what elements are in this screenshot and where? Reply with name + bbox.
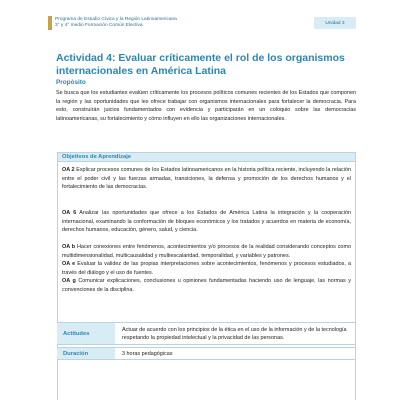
- duracion-label: Duración: [57, 348, 115, 359]
- objective-oa6: [62, 209, 351, 235]
- unit-badge: Unidad 3: [314, 17, 356, 29]
- objective-skills: [62, 243, 351, 294]
- activity-title: Actividad 4: Evaluar críticamente el rol de los organismos internacionales en América Latina: [56, 52, 345, 77]
- proposito-text: Se busca que los estudiantes evalúen críticamente los procesos políticos comunes recientes de los Estados que componen la región y las oportunidades que les ofrece trabajar con organismos internacionales para fortalecer la democracia. Para esto, construirán juicios fundamentados con evidencia y participarán en un coloquio sobre las democracias latinoamericanas, su fortalecimiento y cómo influyen en ello las organizaciones internacionales.: [56, 90, 356, 123]
- actitudes-value: Actuar de acuerdo con los principios de la ética en el uso de la información y de la tecnología respetando la propiedad intelectual y la privacidad de las personas.: [122, 326, 347, 341]
- objective-text: Hacer conexiones entre fenómenos, acontecimientos y/o procesos de la realidad considerando conceptos como multidimensionalidad, multicausalidad y multiescalaridad, temporalidad, y variables y patrones.: [62, 244, 351, 259]
- objective-code: OA 6: [62, 210, 77, 216]
- objective-code: OA g: [62, 278, 76, 284]
- objective-text: Evaluar la validez de las propias interpretaciones sobre acontecimientos, fenómenos y procesos estudiados, a través del diálogo y el uso de fuentes.: [62, 261, 351, 276]
- proposito-heading: Propósito: [56, 79, 86, 86]
- objectives-heading: Objetivos de Aprendizaje: [62, 153, 132, 160]
- objective-code: OA b: [62, 244, 76, 250]
- program-level: 3° y 4° medio Formación Común Electiva: [55, 23, 143, 28]
- objective-code: OA 2: [62, 167, 75, 173]
- objective-text: Explicar procesos comunes de los Estados latinoamericanos en la historia política reciente, incluyendo la relación entre el poder civil y las fuerzas armadas, transiciones, la defensa y promoción de los derechos humanos y el fortalecimiento de las democracias.: [62, 167, 351, 190]
- duracion-value: 3 horas pedagógicas: [122, 350, 173, 357]
- actitudes-label: Actitudes: [57, 323, 115, 344]
- objective-oa2: [62, 166, 351, 192]
- duracion-row: [57, 347, 356, 360]
- objective-text: Analizar las oportunidades que ofrece a los Estados de América Latina la integración y la cooperación internacional, examinando la conformación de bloques económicos y los tratados y acuerdos en materia de economía, derechos humanos, educación, género, salud, y ciencia.: [62, 210, 351, 233]
- objective-text: Comunicar explicaciones, conclusiones u opiniones fundamentadas haciendo uso de lenguaje, las normas y convenciones de la disciplina.: [62, 278, 351, 293]
- objective-code: OA e: [62, 261, 76, 267]
- actitudes-row: [57, 322, 356, 345]
- header-accent-bar: [48, 16, 52, 30]
- program-name: Programa de Estudio Cívica y la Región Latinoamericana: [55, 17, 177, 22]
